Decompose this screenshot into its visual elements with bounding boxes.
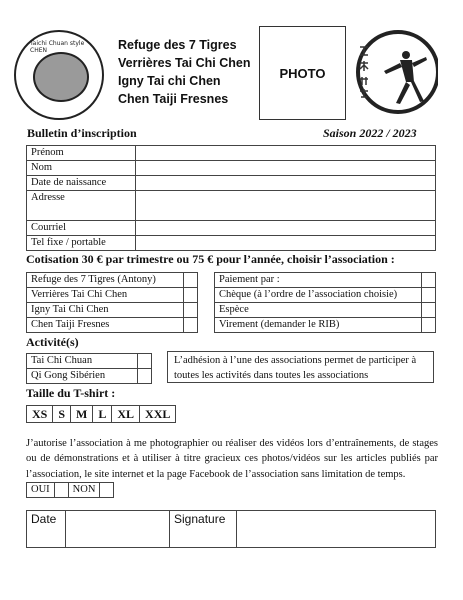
identity-table [26, 145, 436, 251]
association-label: Chen Taiji Fresnes [27, 318, 184, 333]
club-name-2: Verrières Tai Chi Chen [118, 56, 251, 70]
logo-ring-top: Taichi Chuan style CHEN [30, 40, 85, 54]
field-label-email: Courriel [27, 221, 136, 236]
field-label-nom: Nom [27, 161, 136, 176]
table-row [27, 176, 436, 191]
yin-yang-emblem [33, 52, 89, 102]
table-row [27, 303, 198, 318]
payment-checkbox[interactable] [422, 273, 436, 288]
tshirt-size-option[interactable]: XXL [140, 406, 176, 423]
payment-label: Espèce [215, 303, 422, 318]
field-input-email[interactable] [136, 221, 436, 236]
field-input-address[interactable] [136, 191, 436, 221]
payment-checkbox[interactable] [422, 303, 436, 318]
table-row [27, 354, 152, 369]
payment-checkbox[interactable] [422, 288, 436, 303]
club-name-3: Igny Tai chi Chen [118, 74, 221, 88]
tshirt-size-option[interactable]: XL [112, 406, 140, 423]
consent-yes-checkbox[interactable] [54, 483, 68, 498]
association-checkbox[interactable] [184, 288, 198, 303]
season-label: Saison 2022 / 2023 [323, 126, 417, 140]
taichi-emblem [348, 27, 438, 117]
table-row [27, 161, 436, 176]
date-label: Date [27, 511, 66, 548]
photo-box[interactable] [259, 26, 346, 120]
field-label-prenom: Prénom [27, 146, 136, 161]
table-row [27, 406, 176, 423]
payment-label: Virement (demander le RIB) [215, 318, 422, 333]
signature-table [26, 510, 436, 548]
tshirt-size-option[interactable]: S [53, 406, 71, 423]
club-name-1: Refuge des 7 Tigres [118, 38, 237, 52]
table-row [27, 191, 436, 221]
table-row [27, 511, 436, 548]
payment-heading: Paiement par : [215, 273, 422, 288]
table-row [215, 273, 436, 288]
table-row [27, 369, 152, 384]
association-label: Igny Tai Chi Chen [27, 303, 184, 318]
tshirt-size-table [26, 405, 176, 423]
associations-table [26, 272, 198, 333]
table-row [27, 288, 198, 303]
date-field[interactable] [66, 511, 170, 548]
association-label: Refuge des 7 Tigres (Antony) [27, 273, 184, 288]
table-row [215, 303, 436, 318]
field-input-birthdate[interactable] [136, 176, 436, 191]
field-input-prenom[interactable] [136, 146, 436, 161]
association-checkbox[interactable] [184, 273, 198, 288]
field-label-phone: Tel fixe / portable [27, 236, 136, 251]
association-checkbox[interactable] [184, 303, 198, 318]
tshirt-heading: Taille du T-shirt : [26, 386, 116, 400]
activities-table [26, 353, 152, 384]
association-label: Verrières Tai Chi Chen [27, 288, 184, 303]
activities-note: L’adhésion à l’une des associations permet de participer à toutes les activités dans toutes les associations [167, 351, 434, 383]
table-row [27, 221, 436, 236]
consent-no-label: NON [68, 483, 100, 498]
consent-text: J’autorise l’association à me photographier ou réaliser des vidéos lors d’entraînements, de stages ou de démonstrations et à utiliser à titre gracieux ces photos/vidéos sur les articles publiés par l’association, le site internet et la page Facebook de l’association sans limitation de temps. [26, 438, 438, 480]
field-input-phone[interactable] [136, 236, 436, 251]
payment-table [214, 272, 436, 333]
tshirt-size-option[interactable]: M [71, 406, 93, 423]
table-row [27, 146, 436, 161]
activities-heading: Activité(s) [26, 335, 79, 349]
association-checkbox[interactable] [184, 318, 198, 333]
table-row [215, 288, 436, 303]
signature-field[interactable] [237, 511, 436, 548]
photo-label: PHOTO [279, 65, 326, 81]
table-row [27, 273, 198, 288]
consent-no-checkbox[interactable] [100, 483, 114, 498]
signature-label: Signature [170, 511, 237, 548]
form-title: Bulletin d’inscription [27, 126, 137, 140]
field-label-address: Adresse [27, 191, 136, 221]
cotisation-heading: Cotisation 30 € par trimestre ou 75 € pour l’année, choisir l’association : [26, 252, 395, 266]
activity-label: Tai Chi Chuan [27, 354, 138, 369]
table-row [27, 236, 436, 251]
payment-checkbox[interactable] [422, 318, 436, 333]
activity-label: Qi Gong Sibérien [27, 369, 138, 384]
field-label-birthdate: Date de naissance [27, 176, 136, 191]
tshirt-size-option[interactable]: L [93, 406, 112, 423]
table-row [215, 318, 436, 333]
payment-label: Chèque (à l’ordre de l’association choisie) [215, 288, 422, 303]
consent-yes-label: OUI [27, 483, 55, 498]
club-name-4: Chen Taiji Fresnes [118, 92, 229, 106]
field-input-nom[interactable] [136, 161, 436, 176]
tshirt-size-option[interactable]: XS [27, 406, 53, 423]
consent-options [26, 482, 114, 498]
table-row [27, 318, 198, 333]
club-logo [14, 30, 104, 120]
table-row [27, 483, 114, 498]
activity-checkbox[interactable] [138, 354, 152, 369]
activity-checkbox[interactable] [138, 369, 152, 384]
